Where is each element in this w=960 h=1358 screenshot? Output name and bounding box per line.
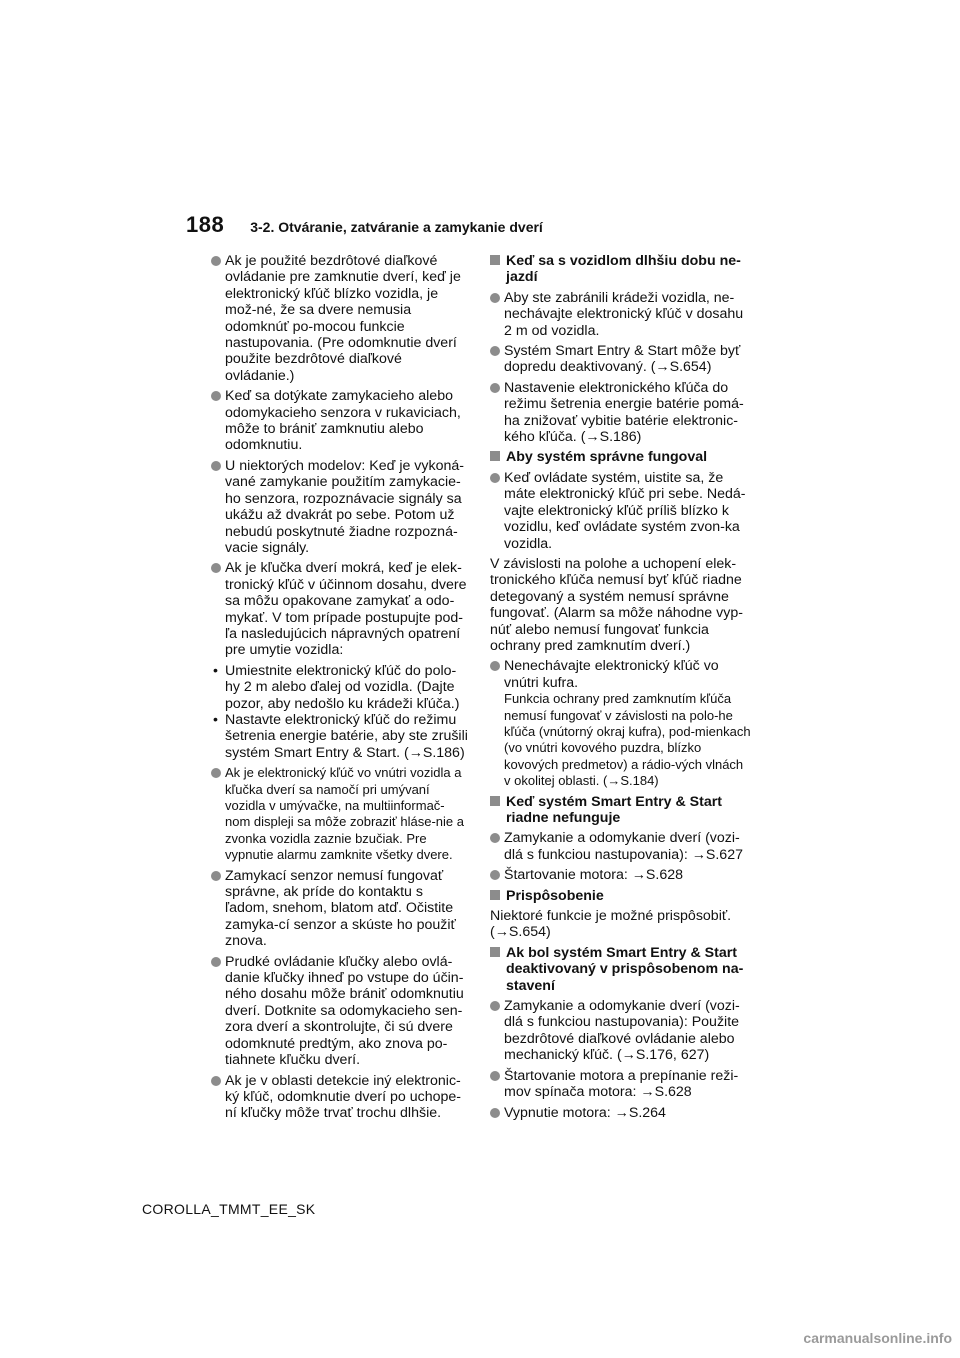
square-bullet-icon [490, 255, 500, 265]
list-item: Zamykanie a odomykanie dverí (vozi-dlá s funkciou nastupovania): Použite bezdrôtové diaľkové ovládanie alebo mechanický kľúč. (→S.176, 627) [490, 998, 752, 1064]
subsection-heading: Prispôsobenie [490, 888, 752, 904]
paragraph: Niektoré funkcie je možné prispôsobiť. (→S.654) [490, 908, 732, 941]
list-item: Vypnutie motora: →S.264 [490, 1105, 752, 1121]
list-item: Zamykací senzor nemusí fungovať správne, ak príde do kontaktu s ľadom, snehom, blatom atď. Očistite zamyka-cí senzor a skúste ho použiť znova. [211, 868, 469, 950]
square-bullet-icon [490, 947, 500, 957]
bullet-icon [211, 391, 221, 401]
bullet-icon [490, 1071, 500, 1081]
right-column [490, 253, 752, 1125]
list-item: Ak je elektronický kľúč vo vnútri vozidla a kľučka dverí sa namočí pri umývaní vozidla v umývačke, na multiinformač-nom displeji sa môže zobraziť hláse-nie a zvonka vozidla zaznie bzučiak. Pre vypnutie alarmu zamknite všetky dvere. [211, 765, 469, 863]
list-item: Zamykanie a odomykanie dverí (vozi-dlá s funkciou nastupovania): →S.627 [490, 830, 752, 863]
bullet-icon [490, 870, 500, 880]
page-number: 188 [186, 212, 225, 237]
subsection-heading: Keď systém Smart Entry & Start riadne nefunguje [490, 794, 752, 827]
list-item: Prudké ovládanie kľučky alebo ovlá-danie kľučky ihneď po vstupe do účin-ného dosahu môže brániť odomknutiu dverí. Dotknite sa odomykacieho sen-zora dverí a skontrolujte, či sú dvere odomknuté predtým, ako znova po-tiahnete kľučku dverí. [211, 954, 469, 1069]
bullet-icon [211, 563, 221, 573]
list-item: Keď ovládate systém, uistite sa, že máte elektronický kľúč pri sebe. Nedá-vajte elektronický kľúč príliš blízko k vozidlu, keď ovládate systém zvon-ka vozidla. [490, 470, 752, 552]
bullet-icon [211, 957, 221, 967]
footer-code: COROLLA_TMMT_EE_SK [142, 1201, 316, 1217]
list-item: Ak je použité bezdrôtové diaľkové ovládanie pre zamknutie dverí, keď je elektronický kľúč blízko vozidla, je mož-né, že sa dvere nemusia odomknúť po-mocou funkcie nastupovania. (Pre odomknutie dverí použite bezdrôtové diaľkové ovládanie.) [211, 253, 469, 384]
square-bullet-icon [490, 890, 500, 900]
sub-list-item: • Nastavte elektronický kľúč do režimu šetrenia energie batérie, aby ste zrušili systém Smart Entry & Start. (→S.186) [213, 711, 468, 761]
bullet-icon [211, 768, 221, 778]
bullet-icon [490, 661, 500, 671]
list-item: Ak je kľučka dverí mokrá, keď je elek-tronický kľúč v účinnom dosahu, dvere sa môžu opakovane zamykať a odo-mykať. V tom prípade postupujte pod-ľa nasledujúcich nápravných opatrení pre umytie vozidla: [211, 560, 469, 658]
bullet-icon [490, 1108, 500, 1118]
bullet-icon [490, 383, 500, 393]
page-reference-link[interactable]: →S.186) [408, 744, 465, 761]
list-item: Keď sa dotýkate zamykacieho alebo odomykacieho senzora v rukaviciach, môže to brániť zamknutiu alebo odomknutiu. [211, 388, 469, 454]
subsection-heading: Ak bol systém Smart Entry & Start deaktivovaný v prispôsobenom na-stavení [490, 945, 752, 994]
list-item: Nastavenie elektronického kľúča do režimu šetrenia energie batérie pomá-ha znižovať vybitie batérie elektronic-kého kľúča. (→S.186) [490, 380, 752, 446]
list-item: Ak je v oblasti detekcie iný elektronic-ký kľúč, odomknutie dverí po uchope-ní kľučky môže trvať trochu dlhšie. [211, 1073, 469, 1122]
bullet-icon [490, 473, 500, 483]
list-item: Aby ste zabránili krádeži vozidla, ne-nechávajte elektronický kľúč v dosahu 2 m od vozidla. [490, 290, 752, 339]
bullet-icon [490, 833, 500, 843]
left-column [211, 253, 469, 1126]
section-title: 3-2. Otváranie, zatváranie a zamykanie dverí [250, 219, 543, 235]
bullet-icon [211, 256, 221, 266]
paragraph: V závislosti na polohe a uchopení elek-tronického kľúča nemusí byť kľúč riadne detegovaný a systém nemusí správne fungovať. (Alarm sa môže náhodne vyp-núť alebo nemusí fungovať funkcia ochrany pred zamknutím dverí.) [490, 555, 743, 654]
bullet-icon [490, 293, 500, 303]
subsection-heading: Keď sa s vozidlom dlhšiu dobu ne-jazdí [490, 253, 752, 286]
square-bullet-icon [490, 451, 500, 461]
bullet-icon [211, 1076, 221, 1086]
bullet-icon [211, 871, 221, 881]
list-item: Nenechávajte elektronický kľúč vo vnútri kufra. Funkcia ochrany pred zamknutím kľúča nemusí fungovať v závislosti na polo-he kľúča (vnútorný okraj kufra), pod-mienkach (vo vnútri kovového puzdra, blízko kovových predmetov) a rádio-vých vlnách v okolitej oblasti. (→S.184) [490, 658, 752, 789]
list-item: Štartovanie motora a prepínanie reži-mov spínača motora: →S.628 [490, 1068, 752, 1101]
subsection-heading: Aby systém správne fungoval [490, 449, 752, 465]
page-header [186, 212, 543, 238]
sub-list-item: • Umiestnite elektronický kľúč do polo-hy 2 m alebo ďalej od vozidla. (Dajte pozor, aby nedošlo ku krádeži kľúča.) [213, 662, 460, 712]
list-item: Štartovanie motora: →S.628 [490, 867, 752, 883]
bullet-icon [490, 1001, 500, 1011]
watermark: carmanualsonline.info [803, 1330, 952, 1346]
square-bullet-icon [490, 796, 500, 806]
bullet-icon [490, 346, 500, 356]
list-item: Systém Smart Entry & Start môže byť dopredu deaktivovaný. (→S.654) [490, 343, 752, 376]
bullet-icon [211, 461, 221, 471]
list-item: U niektorých modelov: Keď je vykoná-vané zamykanie použitím zamykacie-ho senzora, rozpoznávacie signály sa ukážu až dvakrát po sebe. Potom už nebudú poskytnuté žiadne rozpozná-vacie signály. [211, 458, 469, 556]
